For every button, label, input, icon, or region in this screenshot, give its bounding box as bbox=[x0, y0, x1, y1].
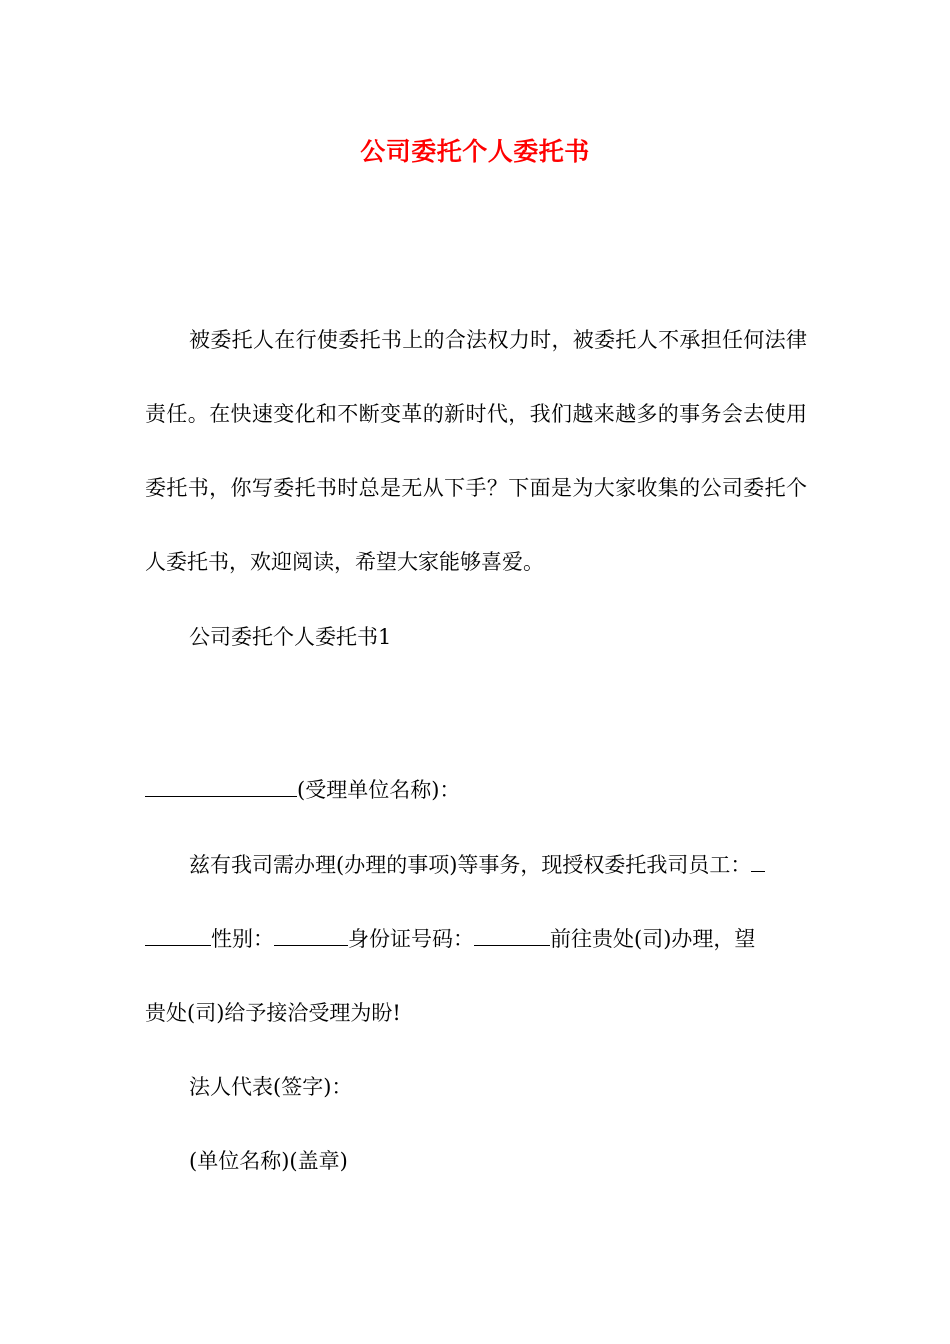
employee-name-blank-end[interactable] bbox=[145, 927, 211, 946]
authorization-text: 兹有我司需办理(办理的事项)等事务，现授权委托我司员工： bbox=[189, 853, 752, 877]
authorization-line-1 bbox=[189, 845, 851, 885]
section-heading: 公司委托个人委托书1 bbox=[189, 625, 392, 649]
intro-paragraph: 被委托人在行使委托书上的合法权力时，被委托人不承担任何法律责任。在快速变化和不断变革的新时代，我们越来越多的事务会去使用委托书，你写委托书时总是无从下手？下面是为大家收集的公司委托个人委托书，欢迎阅读，希望大家能够喜爱。 bbox=[145, 328, 807, 574]
recipient-blank[interactable] bbox=[145, 778, 297, 797]
unit-seal-line: (单位名称)(盖章) bbox=[189, 1149, 348, 1173]
document-title: 公司委托个人委托书 bbox=[360, 137, 590, 166]
employee-name-blank-start[interactable] bbox=[751, 853, 765, 872]
legal-representative-line: 法人代表(签字)： bbox=[189, 1075, 353, 1099]
authorization-line-3: 贵处(司)给予接洽受理为盼! bbox=[145, 1001, 401, 1025]
id-number-label: 身份证号码： bbox=[348, 927, 474, 951]
authorization-line-2 bbox=[145, 919, 807, 959]
recipient-line bbox=[145, 770, 807, 810]
gender-blank[interactable] bbox=[274, 927, 348, 946]
id-number-blank[interactable] bbox=[474, 927, 550, 946]
authorization-continuation: 前往贵处(司)办理，望 bbox=[550, 927, 756, 951]
gender-label: 性别： bbox=[211, 927, 274, 951]
recipient-suffix: (受理单位名称)： bbox=[297, 778, 461, 802]
